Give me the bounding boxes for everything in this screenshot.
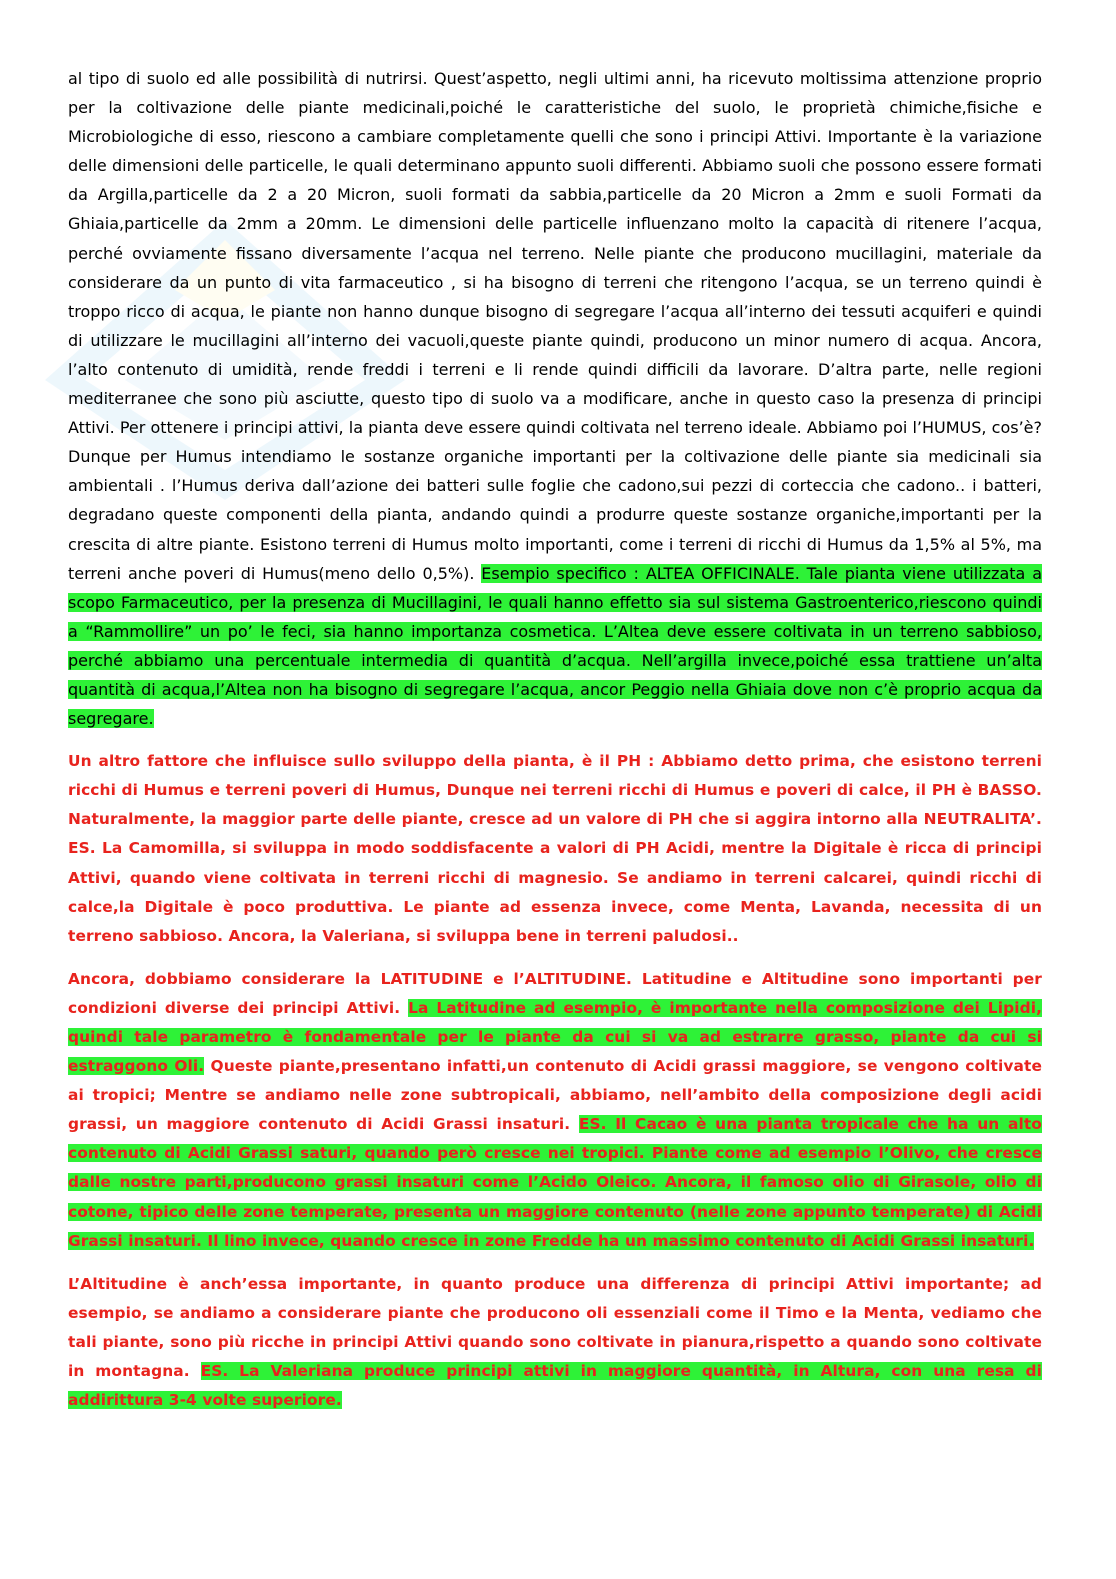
paragraph-latitude	[68, 965, 1042, 1256]
text-segment: Un altro fattore che influisce sullo sviluppo della pianta, è il PH : Abbiamo detto prima, che esistono terreni ricchi di Humus e terreni poveri di Humus, Dunque nei terreni ricchi di Humus e poveri di calce, il PH è BASSO. Naturalmente, la maggior parte delle piante, cresce ad un valore di PH che si aggira intorno alla NEUTRALITA’. ES. La Camomilla, si sviluppa in modo soddisfacente a valori di PH Acidi, mentre la Digitale è ricca di principi Attivi, quando viene coltivata in terreni ricchi di magnesio. Se andiamo in terreni calcarei, quindi ricchi di calce,la Digitale è poco produttiva. Le piante ad essenza invece, come Menta, Lavanda, necessita di un terreno sabbioso. Ancora, la Valeriana, si sviluppa bene in terreni paludosi..	[68, 752, 1042, 945]
text-segment: Queste piante,presentano infatti,un contenuto di Acidi grassi maggiore, se vengono coltivate ai tropici; Mentre se andiamo nelle zone subtropicali, abbiamo, nell’ambito della composizione degli acidi grassi, un maggiore contenuto di Acidi Grassi insaturi.	[68, 1057, 1042, 1134]
text-segment: Ancora, dobbiamo considerare la LATITUDINE e l’ALTITUDINE. Latitudine e Altitudine sono importanti per condizioni diverse dei principi Attivi.	[68, 969, 1042, 1017]
highlighted-text-segment: ES. Il Cacao è una pianta tropicale che ha un alto contenuto di Acidi Grassi saturi, quando però cresce nei tropici. Piante come ad esempio l’Olivo, che cresce dalle nostre parti,producono grassi insaturi come l’Acido Oleico. Ancora, il famoso olio di Girasole, olio di cotone, tipico delle zone temperate, presenta un maggiore contenuto (nelle zone appunto temperate) di Acidi Grassi insaturi. Il lino invece, quando cresce in zone Fredde ha un massimo contenuto di Acidi Grassi insaturi.	[68, 1115, 1042, 1250]
highlighted-text-segment: Esempio specifico : ALTEA OFFICINALE. Tale pianta viene utilizzata a scopo Farmaceutico, per la presenza di Mucillagini, le quali hanno effetto sia sul sistema Gastroenterico,riescono quindi a “Rammollire” un po’ le feci, sia hanno importanza cosmetica. L’Altea deve essere coltivata in un terreno sabbioso, perché abbiamo una percentuale intermedia di quantità d’acqua. Nell’argilla invece,poiché essa trattiene un’alta quantità di acqua,l’Altea non ha bisogno di segregare l’acqua, ancor Peggio nella Ghiaia dove non c’è proprio acqua da segregare.	[68, 563, 1042, 729]
paragraph-soil-humus	[68, 64, 1042, 733]
document-body	[68, 64, 1042, 1415]
text-segment: al tipo di suolo ed alle possibilità di nutrirsi. Quest’aspetto, negli ultimi anni, ha ricevuto moltissima attenzione proprio per la coltivazione delle piante medicinali,poiché le caratteristiche del suolo, le proprietà chimiche,fisiche e Microbiologiche di esso, riescono a cambiare completamente quelli che sono i principi Attivi. Importante è la variazione delle dimensioni delle particelle, le quali determinano appunto suoli differenti. Abbiamo suoli che possono essere formati da Argilla,particelle da 2 a 20 Micron, suoli formati da sabbia,particelle da 20 Micron a 2mm e suoli Formati da Ghiaia,particelle da 2mm a 20mm. Le dimensioni delle particelle influenzano molto la capacità di ritenere l’acqua, perché ovviamente fissano diversamente l’acqua nel terreno. Nelle piante che producono mucillagini, materiale da considerare da un punto di vita farmaceutico , si ha bisogno di terreni che ritengono l’acqua, se un terreno quindi è troppo ricco di acqua, le piante non hanno dunque bisogno di segregare l’acqua all’interno dei tessuti acquiferi e quindi di utilizzare le mucillagini all’interno dei vacuoli,queste piante quindi, producono un minor numero di acqua. Ancora, l’alto contenuto di umidità, rende freddi i terreni e li rende quindi difficili da lavorare. D’altra parte, nelle regioni mediterranee che sono più asciutte, questo tipo di suolo va a modificare, anche in questo caso la presenza di principi Attivi. Per ottenere i principi attivi, la pianta deve essere quindi coltivata nel terreno ideale. Abbiamo poi l’HUMUS, cos’è? Dunque per Humus intendiamo le sostanze organiche importanti per la coltivazione delle piante sia medicinali sia ambientali . l’Humus deriva dall’azione dei batteri sulle foglie che cadono,sui pezzi di corteccia che cadono.. i batteri, degradano queste componenti della pianta, andando quindi a produrre queste sostanze organiche,importanti per la crescita di altre piante. Esistono terreni di Humus molto importanti, come i terreni di ricchi di Humus da 1,5% al 5%, ma terreni anche poveri di Humus(meno dello 0,5%).	[68, 69, 1042, 583]
paragraph-altitude	[68, 1270, 1042, 1415]
paragraph-ph	[68, 747, 1042, 951]
highlighted-text-segment: ES. La Valeriana produce principi attivi in maggiore quantità, in Altura, con una resa di addirittura 3-4 volte superiore.	[68, 1362, 1042, 1410]
text-segment: L’Altitudine è anch’essa importante, in quanto produce una differenza di principi Attivi importante; ad esempio, se andiamo a considerare piante che producono oli essenziali come il Timo e la Menta, vediamo che tali piante, sono più ricche in principi Attivi quando sono coltivate in pianura,rispetto a quando sono coltivate in montagna.	[68, 1274, 1042, 1381]
highlighted-text-segment: La Latitudine ad esempio, è importante nella composizione dei Lipidi, quindi tale parametro è fondamentale per le piante da cui si va ad estrarre grasso, piante da cui si estraggono Oli.	[68, 998, 1043, 1076]
